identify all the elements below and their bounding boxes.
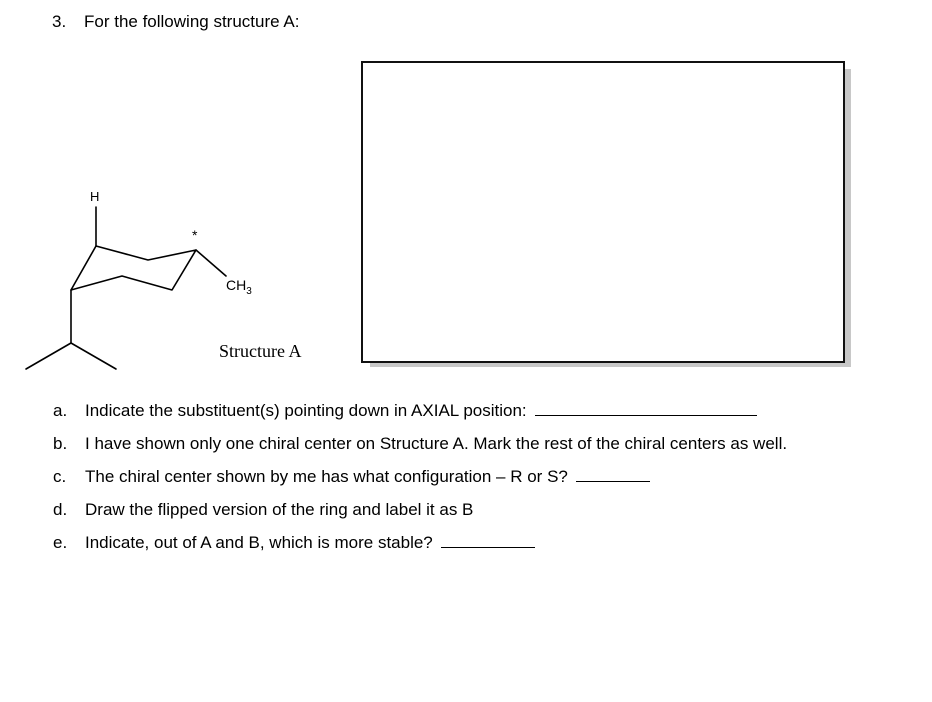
structure-caption: Structure A: [219, 341, 302, 361]
part-c-letter: c.: [53, 467, 67, 486]
isopropyl-left-bond: [26, 343, 71, 369]
part-a-answer-blank[interactable]: [535, 401, 757, 416]
methyl-bond: [196, 250, 226, 276]
hydrogen-label: H: [90, 189, 100, 204]
part-a-text: Indicate the substituent(s) pointing down in AXIAL position:: [85, 401, 527, 420]
part-e-text: Indicate, out of A and B, which is more stable?: [85, 533, 433, 552]
part-e-answer-blank[interactable]: [441, 533, 535, 548]
part-a-letter: a.: [53, 401, 68, 420]
part-b-text: I have shown only one chiral center on Structure A. Mark the rest of the chiral centers as well.: [85, 434, 788, 453]
part-e-letter: e.: [53, 533, 68, 552]
answer-box[interactable]: [361, 61, 845, 363]
part-d-text: Draw the flipped version of the ring and label it as B: [85, 500, 474, 519]
structure-a-diagram: [0, 0, 360, 380]
question-text: For the following structure A:: [84, 12, 300, 31]
isopropyl-right-bond: [71, 343, 116, 369]
part-b-letter: b.: [53, 434, 68, 453]
part-c-text: The chiral center shown by me has what configuration – R or S?: [85, 467, 568, 486]
chiral-center-star: *: [192, 227, 198, 243]
methyl-label: [226, 277, 252, 297]
methyl-label-ch: CH: [226, 277, 247, 293]
methyl-label-subscript: 3: [246, 286, 252, 297]
question-number: 3.: [52, 12, 67, 31]
part-d-letter: d.: [53, 500, 68, 519]
part-c-answer-blank[interactable]: [576, 467, 650, 482]
chair-ring: [71, 246, 196, 290]
